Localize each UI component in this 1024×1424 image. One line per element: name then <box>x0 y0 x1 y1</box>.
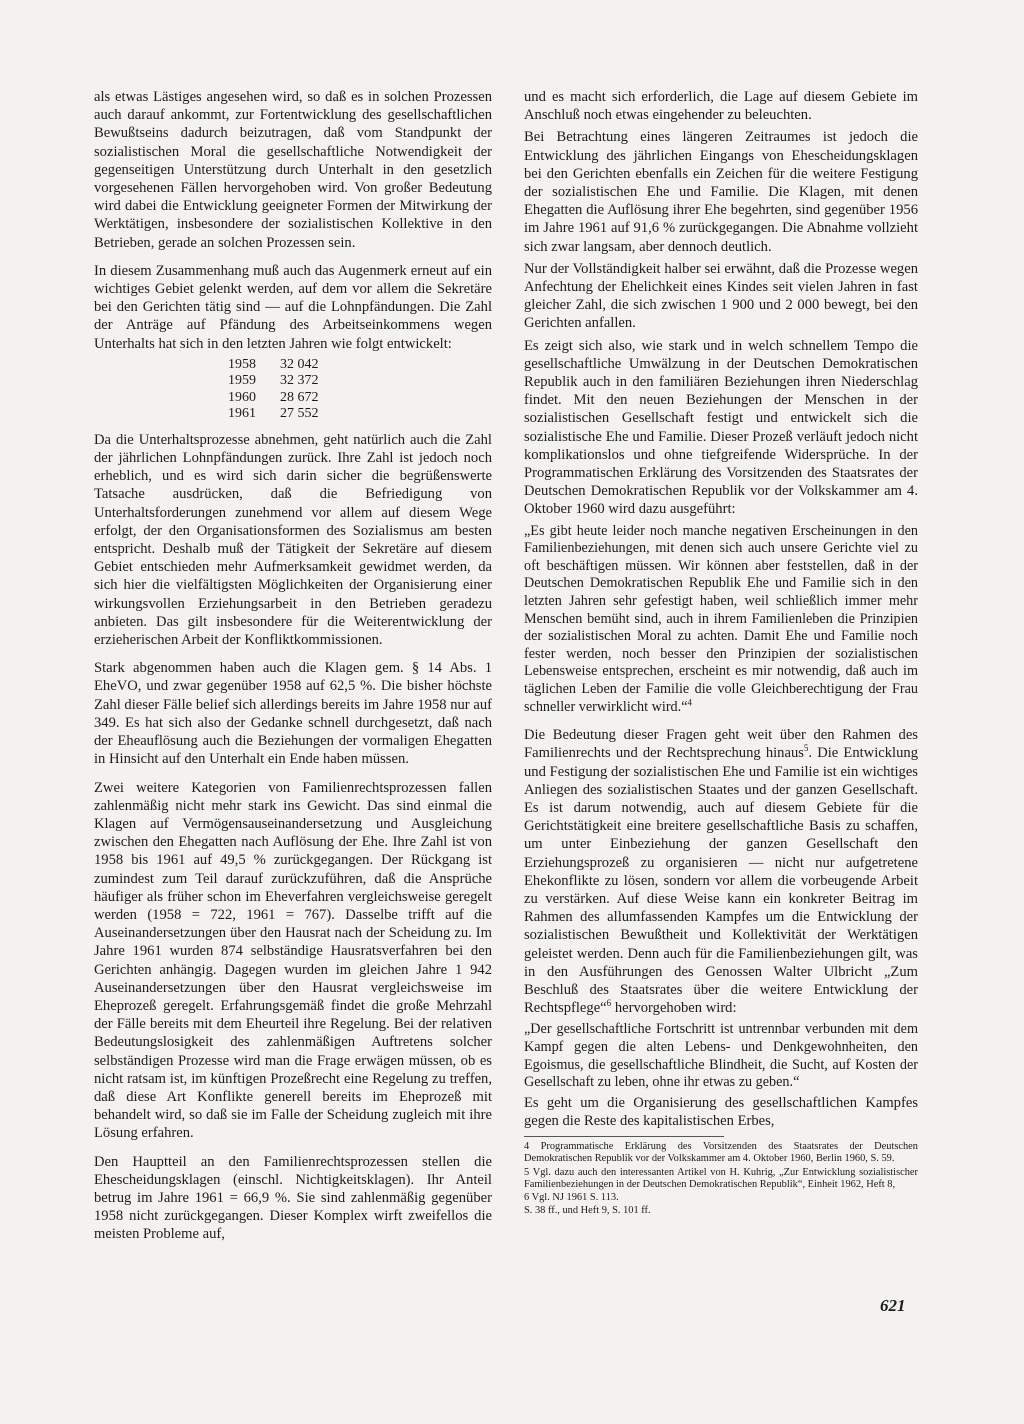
count-cell: 28 672 <box>280 389 319 405</box>
footnote-ref: 6 <box>606 998 612 1009</box>
paragraph: Es geht um die Organisierung des gesellschaftlichen Kampfes gegen die Reste des kapitalistischen Erbes, <box>524 1094 918 1130</box>
paragraph: Den Hauptteil an den Familienrechtsprozessen stellen die Ehescheidungsklagen (einschl. Nichtigkeitsklagen). Ihr Anteil betrug im Jahre 1961 = 66,9 %. Sie sind zahlenmäßig gegenüber 1958 nicht zurückgegangen. Dieser Komplex wirft zweifellos die meisten Probleme auf, <box>94 1153 492 1243</box>
year-cell: 1961 <box>228 406 256 422</box>
paragraph <box>524 726 918 1017</box>
footnote: S. 38 ff., und Heft 9, S. 101 ff. <box>524 1205 651 1217</box>
footnote: 5 Vgl. dazu auch den interessanten Artikel von H. Kuhrig, „Zur Entwicklung sozialistischer Familienbeziehungen in der Deutschen Demokratischen Republik“, Einheit 1962, Heft 8, <box>524 1166 918 1190</box>
year-cell: 1959 <box>228 373 256 389</box>
footnote-ref: 5 <box>803 743 809 754</box>
paragraph: Nur der Vollständigkeit halber sei erwähnt, daß die Prozesse wegen Anfechtung der Ehelichkeit eines Kindes seit vielen Jahren in fast gleicher Zahl, die sich zwischen 1 900 und 2 000 bewegt, bei den Gerichten anfallen. <box>524 260 918 332</box>
page-number: 621 <box>880 1296 906 1315</box>
year-cell: 1958 <box>228 356 256 372</box>
table-row <box>228 390 319 407</box>
footnote: 4 Programmatische Erklärung des Vorsitzenden des Staatsrates der Deutschen Demokratischen Republik vor der Volkskammer am 4. Oktober 1960, Berlin 1960, S. 59. <box>524 1141 918 1165</box>
count-cell: 32 372 <box>280 373 319 389</box>
paragraph: Stark abgenommen haben auch die Klagen gem. § 14 Abs. 1 EheVO, und zwar gegenüber 1958 auf 62,5 %. Die bisher höchste Zahl dieser Fälle belief sich allerdings bereits im Jahre 1958 nur auf 349. Es hat sich also der Gedanke schnell durchgesetzt, daß nach der Eheauflösung auch die Beziehungen der vormaligen Ehegatten in Hinsicht auf den Unterhalt ein Ende haben müssen. <box>94 660 492 768</box>
paragraph: Da die Unterhaltsprozesse abnehmen, geht natürlich auch die Zahl der jährlichen Lohnpfändungen zurück. Ihre Zahl ist jedoch noch erheblich, und es wird sich darin sicher die begrüßenswerte Tatsache ausdrücken, daß die Befriedigung von Unterhaltsforderungen zunehmend vor allem auf diesem Wege erfolgt, der den Organisationsformen des Sozialismus am besten entspricht. Deshalb muß der Tätigkeit der Sekretäre auf diesem Gebiet entschieden mehr Aufmerksamkeit gewidmet werden, da sich hier die vielfältigsten Möglichkeiten der Organisierung einer wirkungsvollen Erziehungsarbeit in den Betrieben geradezu anbieten. Das gilt insbesondere für die Weiterentwicklung der erzieherischen Arbeit der Konfliktkommissionen. <box>94 431 492 649</box>
paragraph: Zwei weitere Kategorien von Familienrechtsprozessen fallen zahlenmäßig nicht mehr stark ins Gewicht. Das sind einmal die Klagen auf Vermögensauseinandersetzung und Ausgleichung zwischen den Ehegatten nach Auflösung der Ehe. Ihre Zahl ist von 1958 bis 1961 auf 49,5 % zurückgegangen. Der Rückgang ist zumindest zum Teil darauf zurückzuführen, daß die Ansprüche häufiger als früher schon im Eheverfahren vergleichsweise geregelt werden (1958 = 722, 1961 = 767). Dasselbe trifft auf die Auseinandersetzungen über den Hausrat nach der Scheidung zu. Im Jahre 1961 wurden 874 selbständige Hausratsverfahren bei den Gerichten anhängig. Dagegen wurden im gleichen Jahre 1 942 Auseinandersetzungen über den Hausrat vergleichsweise im Eheprozeß geregelt. Erfahrungsgemäß findet die große Mehrzahl der Fälle bereits mit dem Eheurteil ihre Regelung. Bei der relativen Bedeutungslosigkeit des zahlenmäßigen Auftretens solcher selbständigen Prozesse wird man die Frage erwägen müssen, ob es nicht ratsam ist, im künftigen Prozeßrecht eine Regelung zu treffen, daß diese Art Konflikte generell bereits im Eheprozeß mit behandelt wird, so daß sie im Falle der Scheidung zugleich mit ihre Lösung erfahren. <box>94 779 492 1142</box>
quote-text: „Es gibt heute leider noch manche negativen Erscheinungen in den Familienbeziehungen, mit denen sich auch unsere Gerichte viel zu oft beschäftigen müssen. Wir können aber feststellen, daß in der Deutschen Demokratischen Republik Ehe und Familie sich in den letzten Jahren sehr gefestigt haben, weil schließlich immer mehr Menschen bemüht sind, auch in ihrem Familienleben die Prinzipien der sozialistischen Moral zu achten. Damit Ehe und Familie noch fester werden, noch besser den Prinzipien der sozialistischen Lebensweise entsprechen, erscheint es mir notwendig, daß auch im täglichen Leben der Familie die volle Gleichberechtigung der Frau schneller verwirklicht wird.“ <box>524 522 918 715</box>
table-row <box>228 406 319 423</box>
count-cell: 27 552 <box>280 406 319 422</box>
paragraph-text: hervorgehoben wird: <box>611 1000 737 1017</box>
footnotes <box>524 1141 918 1217</box>
right-column <box>524 88 918 1218</box>
paragraph: als etwas Lästiges angesehen wird, so daß es in solchen Prozessen auch darauf ankommt, zur Fortentwicklung des gesellschaftlichen Bewußtseins dadurch beizutragen, daß vom Standpunkt der sozialistischen Moral die gesellschaftliche Notwendigkeit der gegenseitigen Unterstützung durch Unterhalt in den gesetzlich vorgesehenen Fällen hervorgehoben wird. Von großer Bedeutung wird dabei die Entwicklung geeigneter Formen der Mitwirkung der Werktätigen, insbesondere der sozialistischen Kollektive in den Betrieben, gerade an solchen Prozessen sein. <box>94 89 492 251</box>
block-quote <box>524 523 918 717</box>
block-quote: „Der gesellschaftliche Fortschritt ist untrennbar verbunden mit dem Kampf gegen die alten Lebens- und Denkgewohnheiten, den Egoismus, die gesellschaftliche Blindheit, die Sucht, auf Kosten der Gesellschaft zu leben, ohne ihr etwas zu geben.“ <box>524 1021 918 1091</box>
paragraph: Es zeigt sich also, wie stark und in welch schnellem Tempo die gesellschaftliche Umwälzung in der Deutschen Demokratischen Republik auch in den familiären Beziehungen ihren Niederschlag findet. Mit den neuen Beziehungen der Menschen in der sozialistischen Gesellschaft festigt und entwickelt sich die sozialistische Ehe und Familie. Dieser Prozeß verläuft jedoch nicht komplikationslos und ohne tiefgreifende Widersprüche. In der Programmatischen Erklärung des Vorsitzenden des Staatsrates der Deutschen Demokratischen Republik vor der Volkskammer am 4. Oktober 1960 wird dazu ausgeführt: <box>524 337 918 518</box>
footnote: 6 Vgl. NJ 1961 S. 113. <box>524 1192 619 1204</box>
paragraph: Bei Betrachtung eines längeren Zeitraumes ist jedoch die Entwicklung des jährlichen Eingangs von Ehescheidungsklagen bei den Gerichten ebenfalls ein Zeichen für die weitere Festigung der sozialistischen Ehe und Familie. Die Klagen, mit denen Ehegatten die Auflösung ihrer Ehe begehrten, sind gegenüber 1956 im Jahre 1961 auf 91,6 % zurückgegangen. Die Abnahme vollzieht sich zwar langsam, aber dennoch deutlich. <box>524 129 918 255</box>
paragraph: und es macht sich erforderlich, die Lage auf diesem Gebiete im Anschluß noch etwas eingehender zu beleuchten. <box>524 89 918 124</box>
table-row <box>228 357 319 374</box>
left-column <box>94 88 492 1254</box>
count-cell: 32 042 <box>280 356 319 372</box>
table-row <box>228 373 319 390</box>
footnote-ref: 4 <box>687 696 692 707</box>
lohnpfaendungen-table <box>228 357 319 423</box>
paragraph: In diesem Zusammenhang muß auch das Augenmerk erneut auf ein wichtiges Gebiet gelenkt werden, auf dem vor allem die Sekretäre bei den Gerichten tätig sind — auf die Lohnpfändungen. Die Zahl der Anträge auf Pfändung des Arbeitseinkommens wegen Unterhalts hat sich in den letzten Jahren wie folgt entwickelt: <box>94 262 492 352</box>
paragraph-text: Die Bedeutung dieser Fragen geht weit über den Rahmen des Familienrechts und der Rechtsprechung hinaus <box>524 727 918 762</box>
paragraph-text: . Die Entwicklung und Festigung der sozialistischen Ehe und Familie ist ein wichtiges Anliegen des sozialistischen Staates und der ganzen Gesellschaft. Es ist darum notwendig, auch auf diesem Gebiete für die Gerichtstätigkeit eine breitere gesellschaftliche Basis zu schaffen, um unter Einbeziehung der ganzen Gesellschaft den Erziehungsprozeß zu organisieren — nicht nur aufgetretene Ehekonflikte zu lösen, sondern vor allem die vorbeugende Arbeit zu verstärken. Auf diese Weise kann ein konkreter Beitrag im Rahmen des allumfassenden Kampfes um die Entwicklung der sozialistischen Bewußtheit und Kollektivität der Werktätigen geleistet werden. Denn auch für die Familienbeziehungen gilt, was in den Ausführungen des Genossen Walter Ulbricht „Zum Beschluß des Staatsrates über die weitere Entwicklung der Rechtspflege“ <box>524 745 918 1017</box>
year-cell: 1960 <box>228 389 256 405</box>
